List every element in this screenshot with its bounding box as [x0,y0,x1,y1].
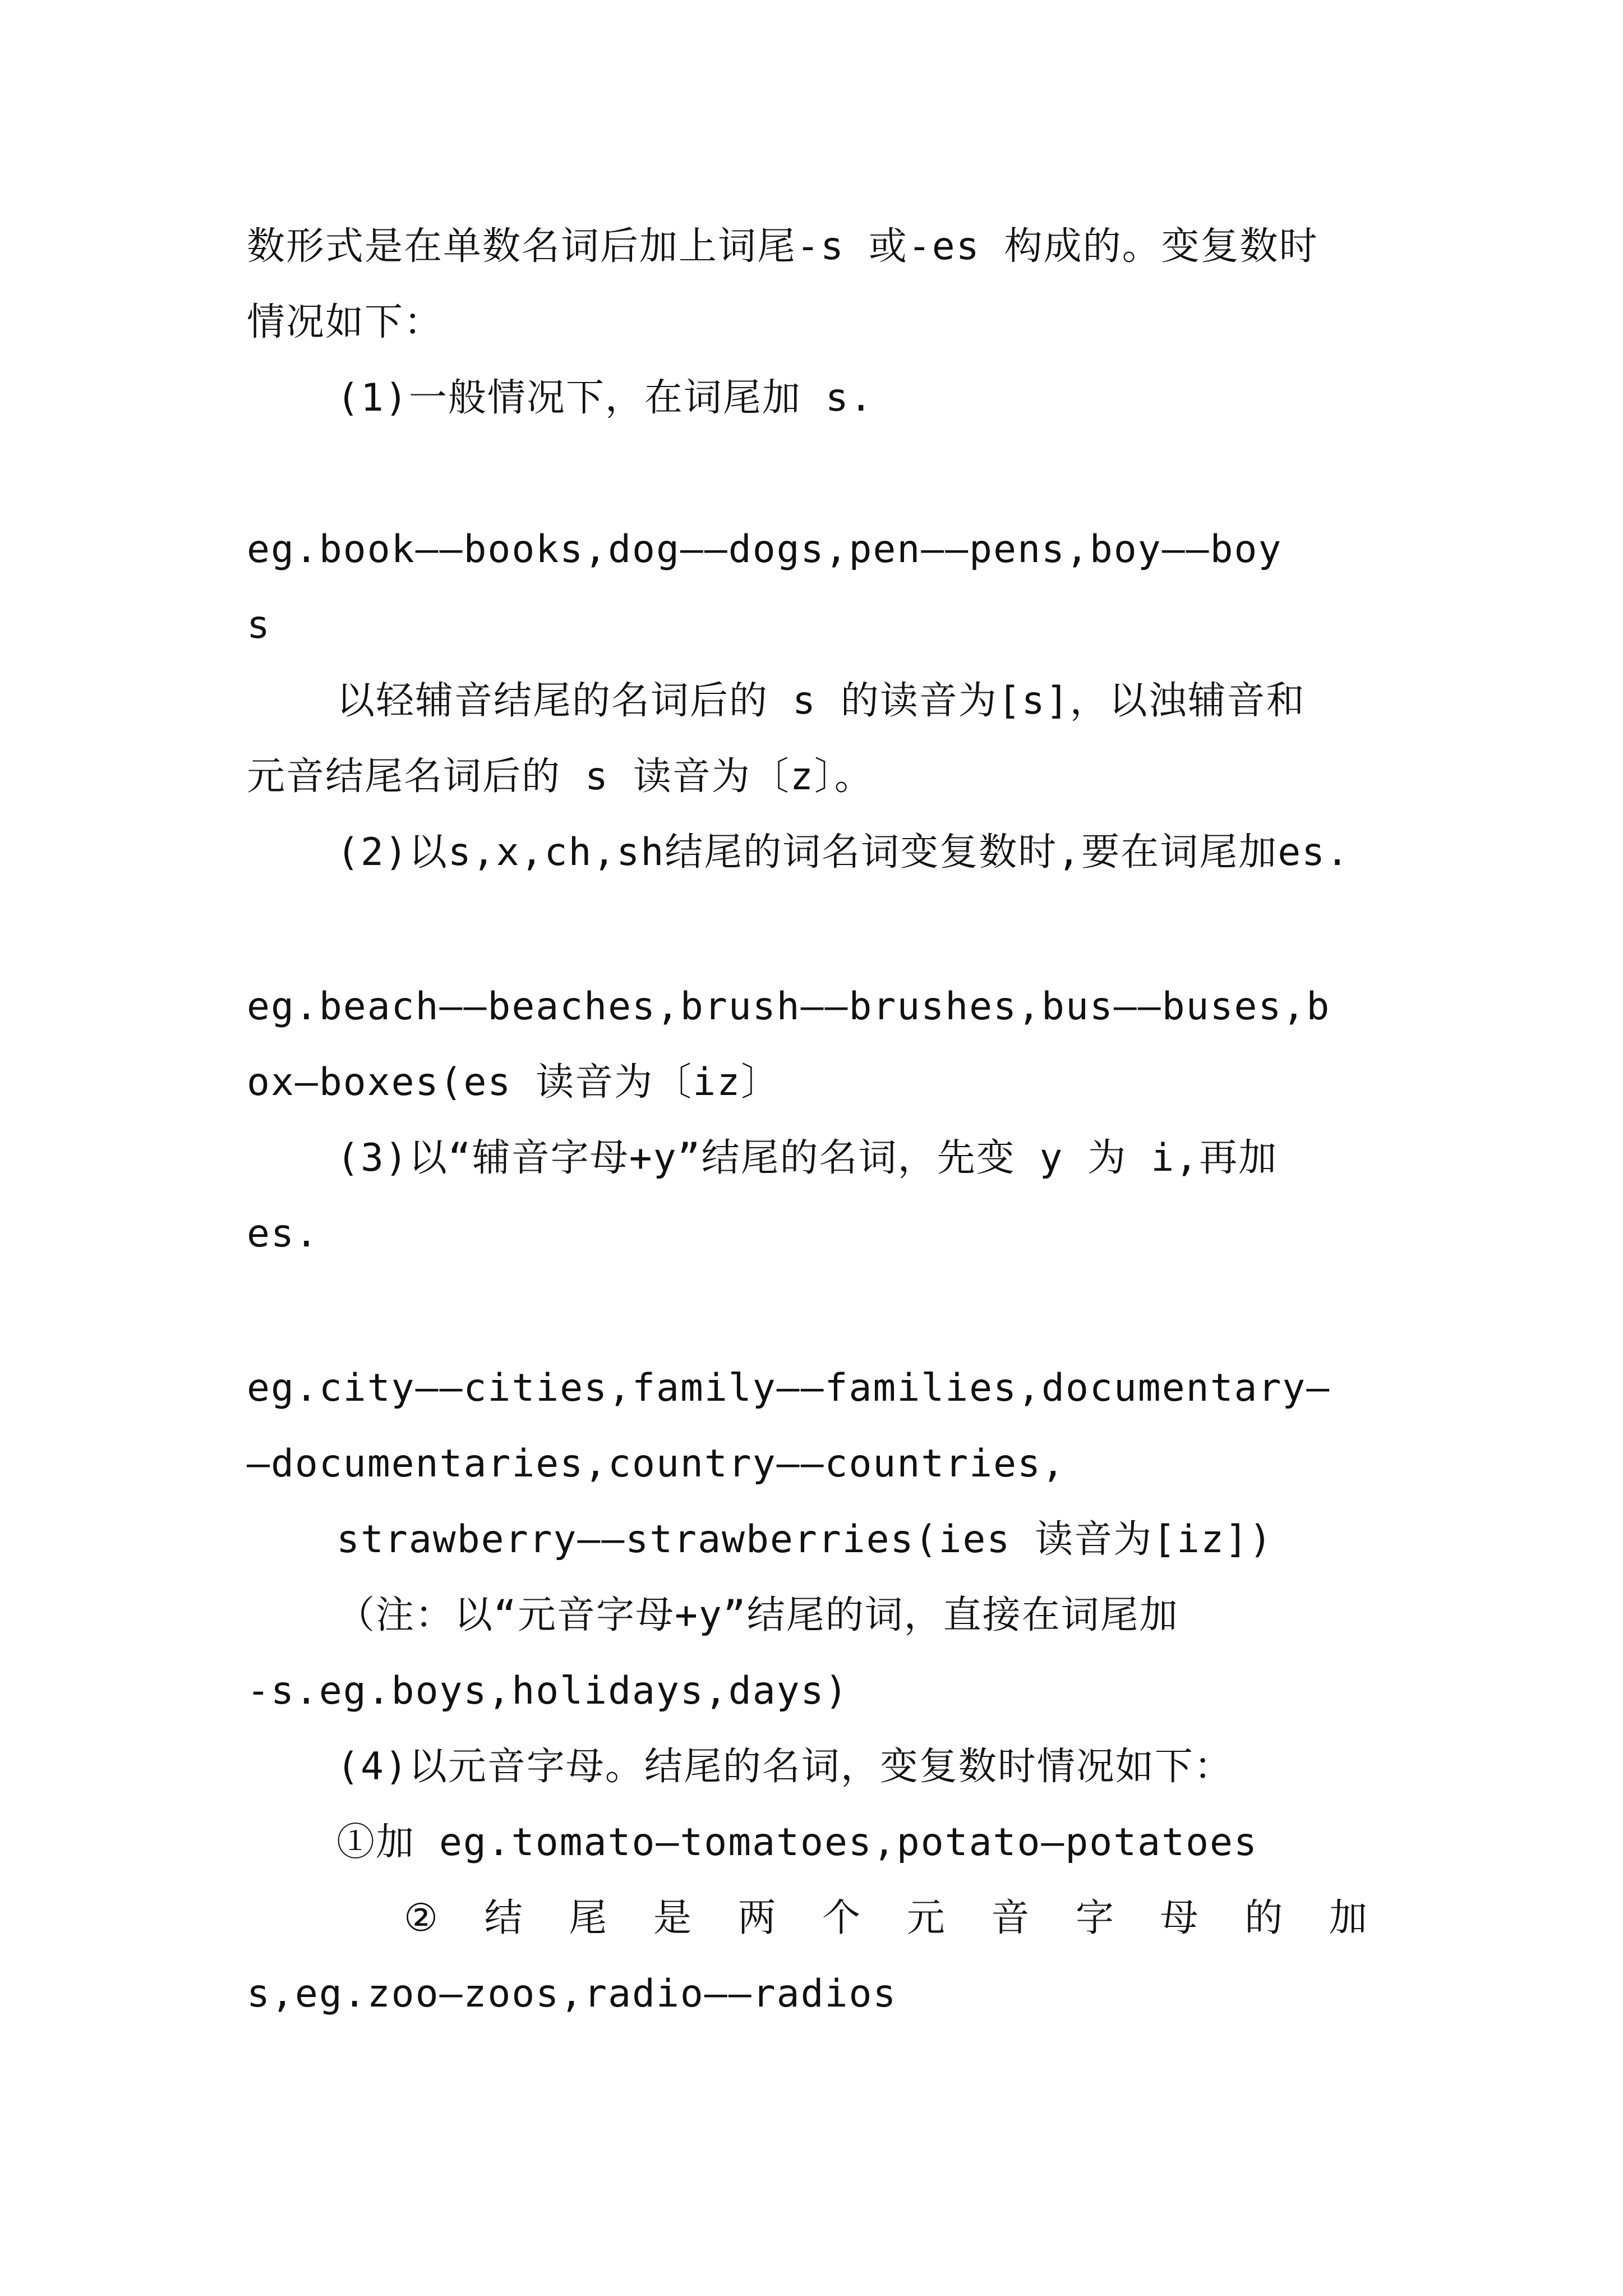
text-line: es. [247,1212,319,1256]
text-line: ox—boxes(es 读音为〔iz〕 [247,1060,781,1105]
text-line: —documentaries,country——countries, [247,1442,1066,1486]
glyph: 是 [653,1896,693,1940]
text-line: -s.eg.boys,holidays,days) [247,1669,849,1713]
text-line: eg.beach——beaches,brush——brushes,bus——buses,b [247,984,1331,1029]
text-line: 情况如下： [247,300,444,344]
glyph: 个 [822,1896,862,1940]
text-line: s,eg.zoo—zoos,radio——radios [247,1972,897,2016]
glyph: 尾 [569,1896,608,1940]
text-line: s [247,603,271,647]
text-line: eg.city——cities,family——families,documentary— [247,1366,1331,1410]
text-line: (3)以“辅音字母+y”结尾的名词，先变 y 为 i,再加 [336,1136,1278,1180]
text-line: (2)以s,x,ch,sh结尾的词名词变复数时,要在词尾加es. [336,830,1350,875]
glyph: ② [404,1896,439,1940]
text-line: 数形式是在单数名词后加上词尾-s 或-es 构成的。变复数时 [247,224,1318,269]
text-line: （注：以“元音字母+y”结尾的词，直接在词尾加 [336,1593,1179,1637]
text-line: ①加 eg.tomato—tomatoes,potato—potatoes [336,1820,1258,1865]
text-line: 以轻辅音结尾的名词后的 s 的读音为[s]，以浊辅音和 [336,679,1306,723]
glyph: 元 [906,1896,946,1940]
glyph: 母 [1160,1896,1200,1940]
justified-text-line [404,1893,1368,1944]
text-line: 元音结尾名词后的 s 读音为〔z〕。 [247,754,874,799]
glyph: 字 [1075,1896,1115,1940]
glyph: 加 [1329,1896,1368,1940]
text-line: (1)一般情况下，在词尾加 s. [336,376,874,420]
glyph: 结 [484,1896,524,1940]
text-line: strawberry——strawberries(ies 读音为[iz]) [336,1517,1273,1562]
glyph: 两 [737,1896,777,1940]
glyph: 的 [1244,1896,1284,1940]
text-line: (4)以元音字母。结尾的名词，变复数时情况如下： [336,1745,1233,1789]
text-line: eg.book——books,dog——dogs,pen——pens,boy——boy [247,527,1283,572]
glyph: 音 [991,1896,1031,1940]
